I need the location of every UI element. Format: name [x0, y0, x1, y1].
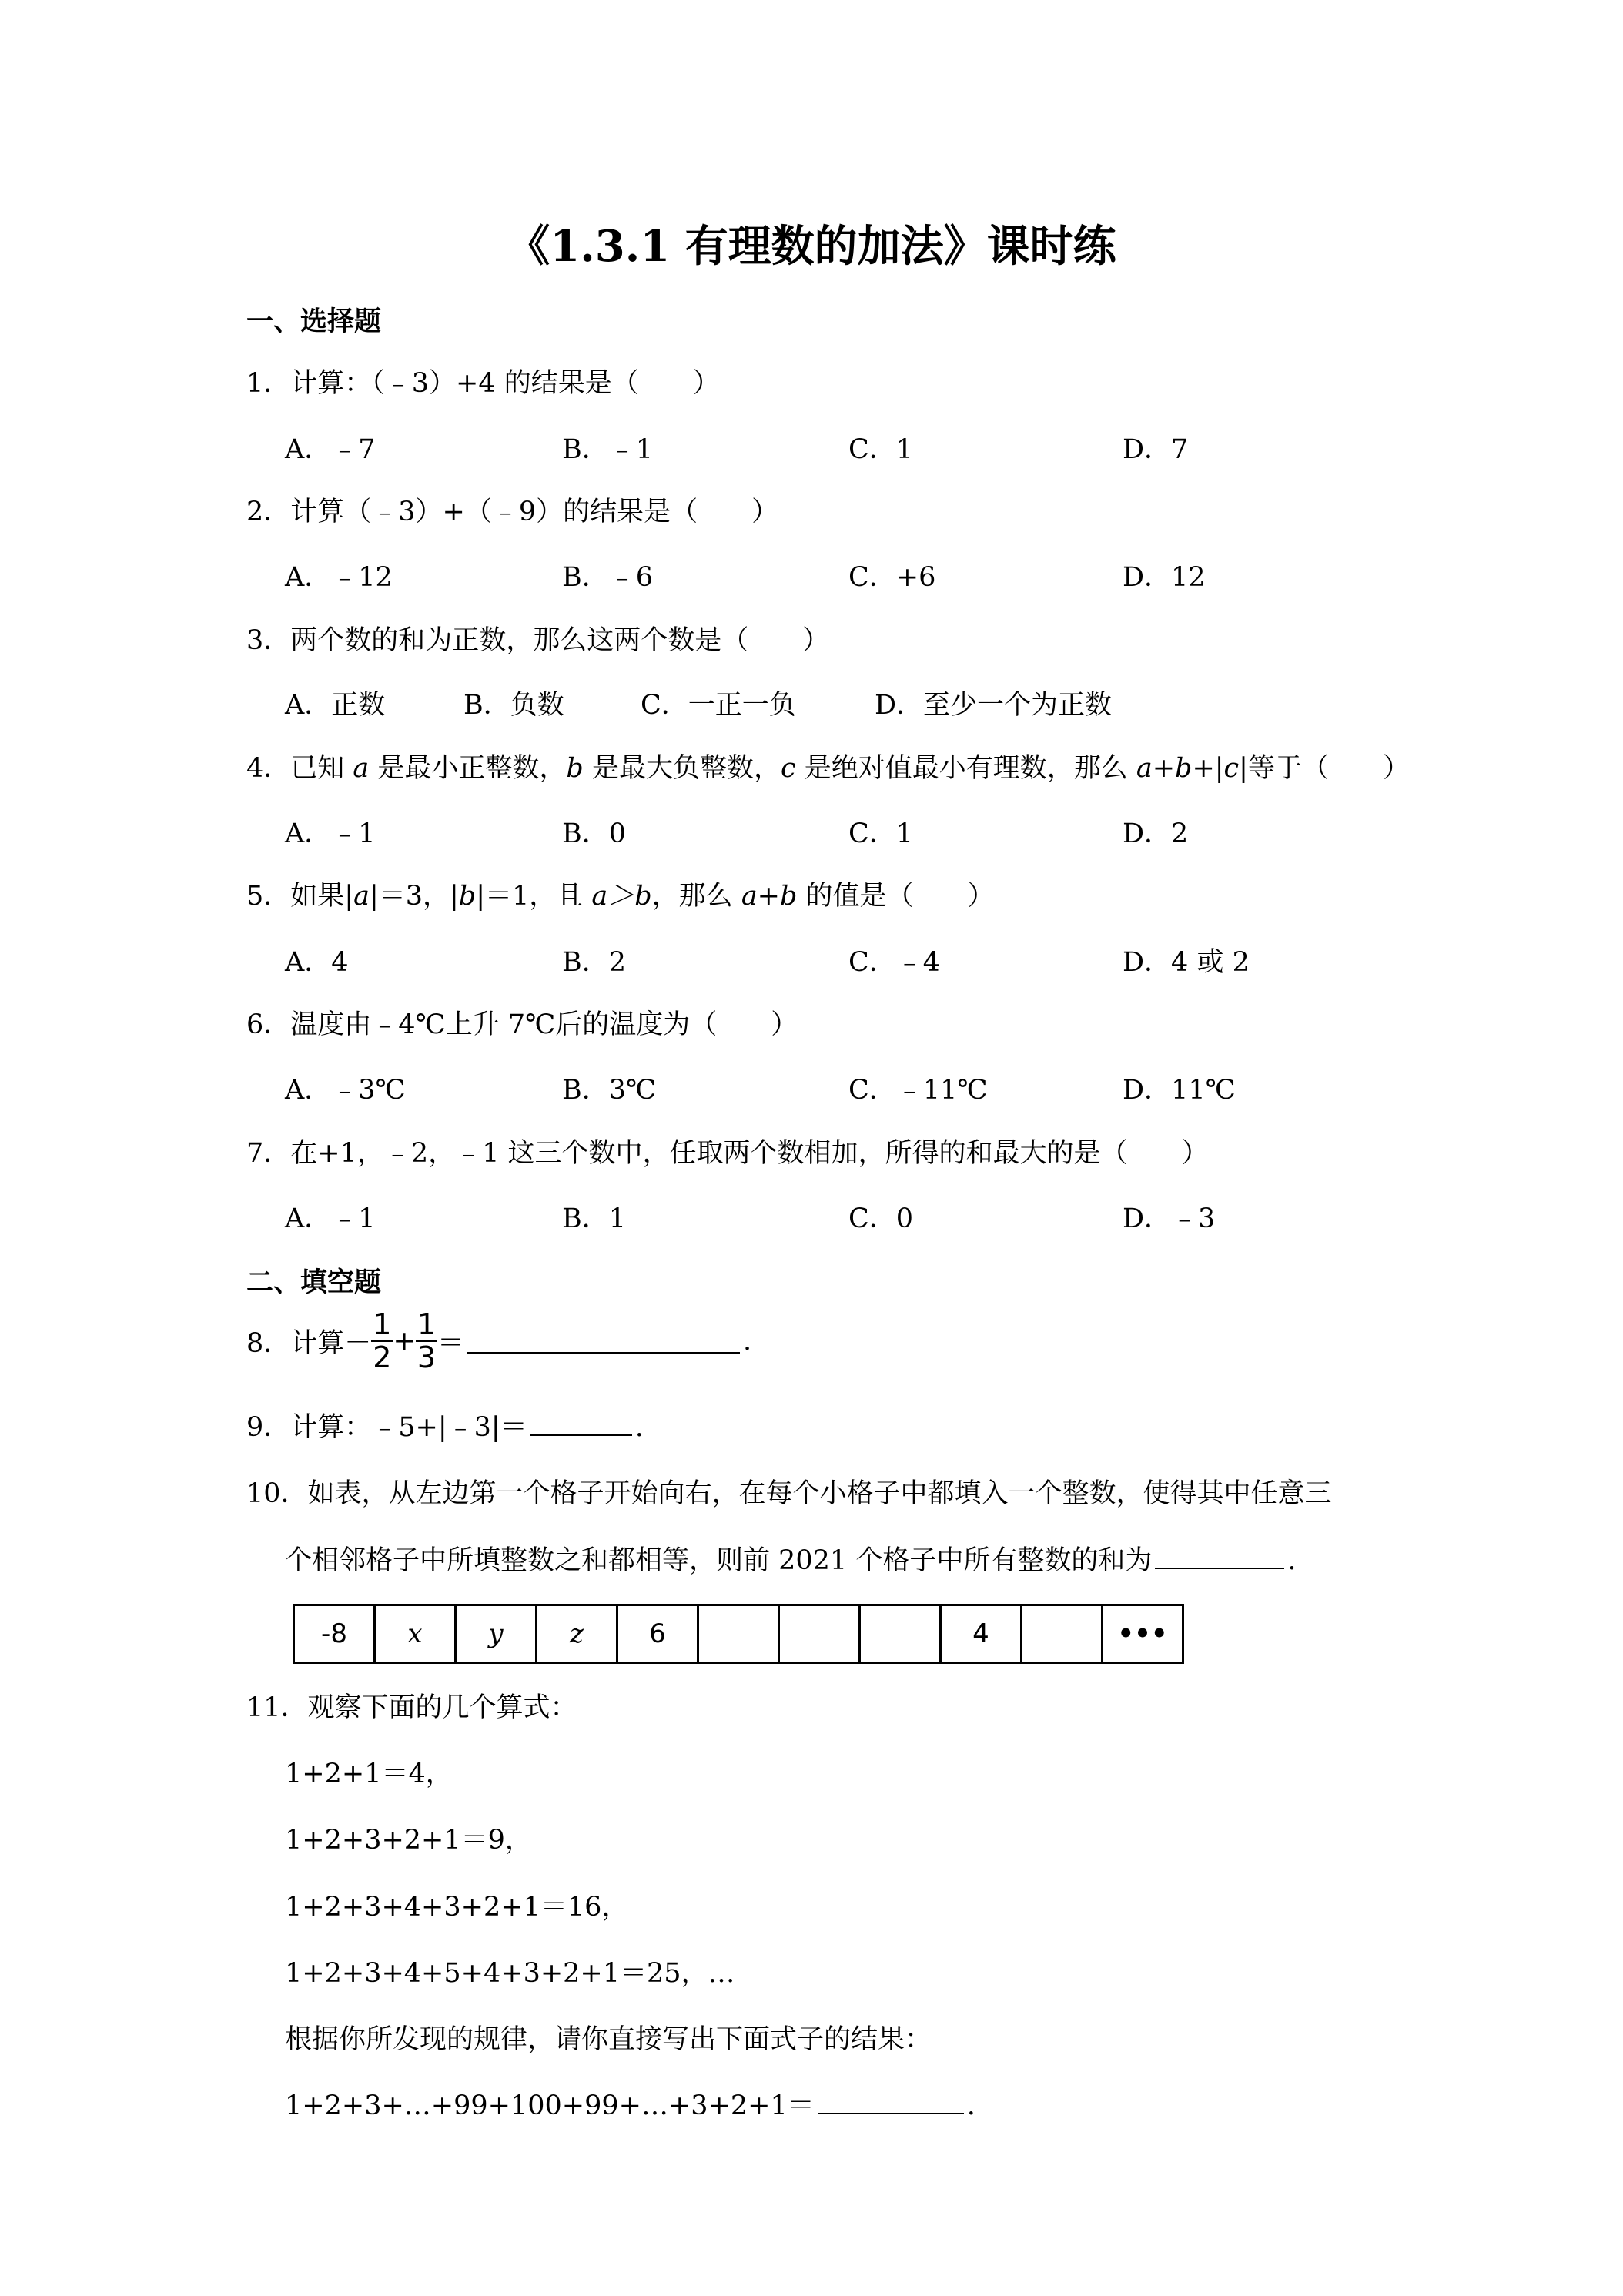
q8-fraction-1	[371, 1309, 393, 1373]
q1-option-c[interactable]: C．1	[848, 434, 914, 465]
q4-text-2: 是最小正整数，	[369, 753, 567, 784]
q8-fraction-2-denominator: 3	[417, 1340, 436, 1374]
question-9	[246, 1406, 644, 1444]
q11-end: .	[966, 2090, 975, 2121]
q4-option-a[interactable]: A．﹣1	[285, 818, 376, 849]
q5-text-5: 的值是（ ）	[797, 881, 995, 912]
grid-cell[interactable]	[1022, 1606, 1103, 1662]
q3-option-c[interactable]: C．一正一负	[641, 690, 796, 721]
grid-cell: z	[537, 1606, 618, 1662]
grid-cell-ellipsis: •••	[1117, 1618, 1168, 1649]
grid-cell[interactable]	[861, 1606, 942, 1662]
q2-option-c[interactable]: C．+6	[848, 562, 936, 593]
q8-answer-blank[interactable]	[467, 1329, 740, 1354]
question-1: 1．计算：（﹣3）+4 的结果是（ ）	[246, 368, 720, 399]
q8-end: .	[743, 1325, 752, 1357]
section-fill-heading: 二、填空题	[246, 1267, 382, 1298]
q4-var-a: a	[353, 753, 370, 784]
question-11: 11．观察下面的几个算式：	[246, 1692, 577, 1723]
q11-target-text: 1+2+3+…+99+100+99+…+3+2+1＝	[285, 2090, 815, 2121]
q5-option-b[interactable]: B．2	[562, 947, 626, 978]
q7-option-b[interactable]: B．1	[562, 1203, 626, 1234]
q11-answer-blank[interactable]	[818, 2090, 964, 2114]
q5-sum: a+b	[741, 881, 798, 912]
q5-var-a: a	[353, 881, 370, 912]
q4-option-d[interactable]: D．2	[1123, 818, 1189, 849]
q11-instruction: 根据你所发现的规律，请你直接写出下面式子的结果：	[285, 2024, 932, 2055]
q10-end: .	[1287, 1545, 1297, 1576]
q1-option-a[interactable]: A．﹣7	[285, 434, 376, 465]
q5-text-4: ，那么	[651, 881, 741, 912]
q4-text-5: 等于（ ）	[1247, 753, 1410, 784]
q8-fraction-1-numerator: 1	[373, 1307, 392, 1341]
grid-cell: 4	[942, 1606, 1022, 1662]
q2-option-a[interactable]: A．﹣12	[285, 562, 393, 593]
q8-prefix: 8．计算	[246, 1327, 345, 1359]
q9-answer-blank[interactable]	[530, 1411, 632, 1436]
q1-option-b[interactable]: B．﹣1	[562, 434, 653, 465]
q6-option-a[interactable]: A．﹣3℃	[285, 1075, 406, 1106]
grid-cell: x	[376, 1606, 457, 1662]
q9-end: .	[634, 1412, 644, 1443]
q4-text-4: 是绝对值最小有理数，那么	[795, 753, 1136, 784]
q5-text-1: 5．如果|	[246, 881, 354, 912]
q11-equation-3: 1+2+3+4+3+2+1＝16，	[285, 1892, 629, 1923]
q5-option-a[interactable]: A．4	[285, 947, 349, 978]
number-grid	[293, 1604, 1184, 1664]
question-2: 2．计算（﹣3）+（﹣9）的结果是（ ）	[246, 497, 779, 527]
question-8	[246, 1309, 751, 1373]
q5-comparison: a＞b	[591, 881, 652, 912]
q5-option-d[interactable]: D．4 或 2	[1123, 947, 1250, 978]
q4-option-c[interactable]: C．1	[848, 818, 914, 849]
q7-option-d[interactable]: D．﹣3	[1123, 1203, 1216, 1234]
q5-text-3: |＝1，且	[476, 881, 592, 912]
q6-option-b[interactable]: B．3℃	[562, 1075, 657, 1106]
question-3: 3．两个数的和为正数，那么这两个数是（ ）	[246, 625, 830, 656]
question-4	[246, 747, 1410, 785]
q7-option-c[interactable]: C．0	[848, 1203, 914, 1234]
q3-option-b[interactable]: B．负数	[463, 690, 564, 721]
q5-option-c[interactable]: C．﹣4	[848, 947, 941, 978]
question-10-line-1: 10．如表，从左边第一个格子开始向右，在每个小格子中都填入一个整数，使得其中任意三	[246, 1478, 1332, 1509]
q1-option-d[interactable]: D．7	[1123, 434, 1189, 465]
q11-equation-2: 1+2+3+2+1＝9，	[285, 1825, 532, 1856]
q8-plus-sign: +	[393, 1325, 416, 1357]
q8-fraction-2-numerator: 1	[417, 1307, 436, 1341]
q4-expression: a+b+|c|	[1136, 753, 1248, 784]
q6-option-d[interactable]: D．11℃	[1123, 1075, 1236, 1106]
grid-cell: -8	[295, 1606, 376, 1662]
question-5	[246, 875, 995, 913]
q3-option-a[interactable]: A．正数	[285, 690, 386, 721]
q6-option-c[interactable]: C．﹣11℃	[848, 1075, 988, 1106]
q4-option-b[interactable]: B．0	[562, 818, 626, 849]
q8-equals: ＝	[437, 1327, 465, 1359]
q4-text-1: 4．已知	[246, 753, 353, 784]
q8-fraction-2	[416, 1309, 437, 1373]
q10-line-2-text: 个相邻格子中所填整数之和都相等，则前 2021 个格子中所有整数的和为	[285, 1545, 1153, 1576]
grid-cell[interactable]	[699, 1606, 780, 1662]
q7-option-a[interactable]: A．﹣1	[285, 1203, 376, 1234]
q4-var-c: c	[780, 753, 796, 784]
q10-answer-blank[interactable]	[1155, 1545, 1284, 1569]
question-6: 6．温度由﹣4℃上升 7℃后的温度为（ ）	[246, 1009, 798, 1040]
grid-cell[interactable]	[780, 1606, 861, 1662]
q11-equation-1: 1+2+1＝4，	[285, 1759, 453, 1789]
q2-option-d[interactable]: D．12	[1123, 562, 1206, 593]
q4-text-3: 是最大负整数，	[583, 753, 781, 784]
section-choice-heading: 一、选择题	[246, 306, 382, 337]
q2-option-b[interactable]: B．﹣6	[562, 562, 653, 593]
question-7: 7．在+1，﹣2，﹣1 这三个数中，任取两个数相加，所得的和最大的是（ ）	[246, 1138, 1209, 1169]
page-title: 《1.3.1 有理数的加法》课时练	[507, 221, 1116, 272]
q3-option-d[interactable]: D．至少一个为正数	[875, 690, 1113, 721]
q5-var-b: b	[458, 881, 477, 912]
q11-target-expression	[285, 2084, 975, 2123]
question-10-line-2	[285, 1539, 1296, 1578]
q8-minus-sign: －	[344, 1327, 372, 1359]
q8-fraction-1-denominator: 2	[373, 1340, 392, 1374]
q9-text: 9．计算：﹣5+|﹣3|＝	[246, 1412, 527, 1443]
grid-cell: 6	[618, 1606, 699, 1662]
q4-var-b: b	[566, 753, 584, 784]
grid-cell: y	[457, 1606, 537, 1662]
q11-equation-4: 1+2+3+4+5+4+3+2+1＝25，…	[285, 1958, 735, 1989]
q5-text-2: |＝3，|	[369, 881, 459, 912]
